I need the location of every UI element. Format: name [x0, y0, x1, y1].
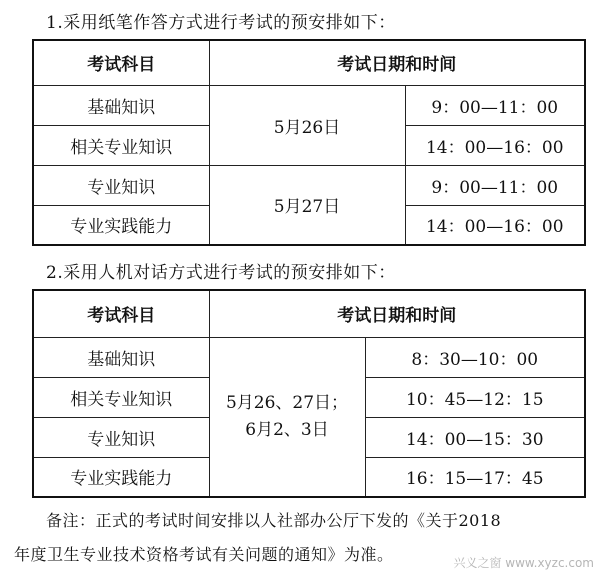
- time-cell: 9：00—11：00: [405, 85, 585, 125]
- time-cell: 8：30—10：00: [365, 337, 585, 377]
- time-cell: 9：00—11：00: [405, 165, 585, 205]
- section1-heading: 1.采用纸笔作答方式进行考试的预安排如下：: [46, 13, 396, 33]
- subject-cell: 专业知识: [33, 165, 209, 205]
- table-row: [33, 165, 585, 205]
- table-header-row: [33, 40, 585, 85]
- time-cell: 14：00—16：00: [405, 125, 585, 165]
- section2-heading: 2.采用人机对话方式进行考试的预安排如下：: [46, 263, 396, 283]
- time-cell: 14：00—16：00: [405, 205, 585, 245]
- time-cell: 16：15—17：45: [365, 457, 585, 497]
- paper-exam-schedule-table: [32, 39, 586, 246]
- subject-cell: 相关专业知识: [33, 125, 209, 165]
- date-cell: 5月26日: [209, 85, 405, 165]
- note-line-2: 年度卫生专业技术资格考试有关问题的通知》为准。: [14, 545, 394, 564]
- watermark: 兴义之窗 www.xyzc.com: [453, 556, 594, 570]
- subject-cell: 基础知识: [33, 85, 209, 125]
- subject-cell: 专业实践能力: [33, 457, 209, 497]
- computer-exam-schedule-table: [32, 289, 586, 498]
- table-row: [33, 85, 585, 125]
- subject-cell: 专业知识: [33, 417, 209, 457]
- date-cell: 5月27日: [209, 165, 405, 245]
- column-header-datetime: 考试日期和时间: [209, 40, 585, 85]
- table-header-row: [33, 290, 585, 337]
- column-header-subject: 考试科目: [33, 40, 209, 85]
- date-line: 5月26、27日；: [225, 392, 349, 413]
- column-header-datetime: 考试日期和时间: [209, 290, 585, 337]
- time-cell: 14：00—15：30: [365, 417, 585, 457]
- subject-cell: 专业实践能力: [33, 205, 209, 245]
- subject-cell: 基础知识: [33, 337, 209, 377]
- note-line-1: 备注：正式的考试时间安排以人社部办公厅下发的《关于2018: [46, 511, 502, 530]
- time-cell: 10：45—12：15: [365, 377, 585, 417]
- date-cell: [209, 337, 365, 497]
- table-row: [33, 337, 585, 377]
- subject-cell: 相关专业知识: [33, 377, 209, 417]
- date-line: 6月2、3日: [245, 419, 329, 440]
- column-header-subject: 考试科目: [33, 290, 209, 337]
